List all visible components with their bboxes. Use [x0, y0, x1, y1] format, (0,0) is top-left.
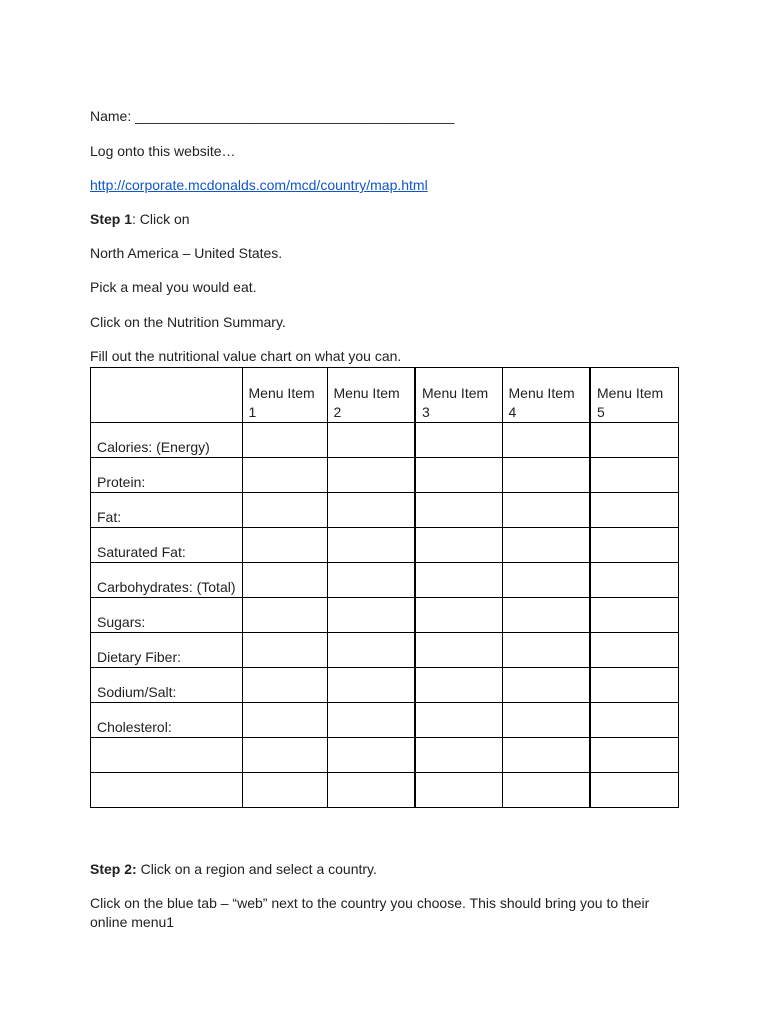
value-cell-menu-item-4[interactable]: [502, 703, 590, 738]
header-corner-cell: [91, 368, 243, 423]
header-menu-item-5: Menu Item 5: [590, 368, 678, 423]
value-cell-menu-item-5[interactable]: [590, 563, 678, 598]
table-row: [91, 423, 679, 458]
table-row: [91, 563, 679, 598]
header-menu-item-2: Menu Item 2: [327, 368, 415, 423]
row-label: Sugars:: [91, 598, 243, 633]
value-cell-menu-item-3[interactable]: [415, 528, 502, 563]
value-cell-menu-item-3[interactable]: [415, 563, 502, 598]
value-cell-menu-item-4[interactable]: [502, 633, 590, 668]
value-cell-menu-item-5[interactable]: [590, 703, 678, 738]
value-cell-menu-item-2[interactable]: [327, 668, 415, 703]
value-cell-menu-item-3[interactable]: [415, 598, 502, 633]
header-menu-item-4: Menu Item 4: [502, 368, 590, 423]
value-cell-menu-item-1[interactable]: [242, 633, 327, 668]
value-cell-menu-item-4[interactable]: [502, 738, 590, 773]
table-header-row: [91, 368, 679, 423]
value-cell-menu-item-2[interactable]: [327, 633, 415, 668]
table-row: [91, 598, 679, 633]
value-cell-menu-item-1[interactable]: [242, 738, 327, 773]
value-cell-menu-item-1[interactable]: [242, 668, 327, 703]
table-row: [91, 668, 679, 703]
value-cell-menu-item-2[interactable]: [327, 773, 415, 808]
value-cell-menu-item-5[interactable]: [590, 423, 678, 458]
value-cell-menu-item-3[interactable]: [415, 738, 502, 773]
value-cell-menu-item-1[interactable]: [242, 773, 327, 808]
value-cell-menu-item-4[interactable]: [502, 423, 590, 458]
pick-meal-line: Pick a meal you would eat.: [90, 279, 257, 295]
region-line: North America – United States.: [90, 245, 283, 261]
row-label: Protein:: [91, 458, 243, 493]
table-row: [91, 773, 679, 808]
row-label: Cholesterol:: [91, 703, 243, 738]
value-cell-menu-item-2[interactable]: [327, 528, 415, 563]
value-cell-menu-item-4[interactable]: [502, 528, 590, 563]
value-cell-menu-item-3[interactable]: [415, 773, 502, 808]
value-cell-menu-item-4[interactable]: [502, 493, 590, 528]
table-row: [91, 493, 679, 528]
value-cell-menu-item-2[interactable]: [327, 703, 415, 738]
value-cell-menu-item-3[interactable]: [415, 458, 502, 493]
value-cell-menu-item-2[interactable]: [327, 423, 415, 458]
row-label: Dietary Fiber:: [91, 633, 243, 668]
row-label: Calories: (Energy): [91, 423, 243, 458]
value-cell-menu-item-5[interactable]: [590, 633, 678, 668]
step1-label: Step 1: [90, 211, 133, 227]
step2-text: Click on a region and select a country.: [136, 861, 377, 877]
table-row: [91, 528, 679, 563]
value-cell-menu-item-5[interactable]: [590, 598, 678, 633]
step1-line: [90, 211, 190, 228]
row-label: Sodium/Salt:: [91, 668, 243, 703]
value-cell-menu-item-2[interactable]: [327, 563, 415, 598]
value-cell-menu-item-1[interactable]: [242, 458, 327, 493]
nutrition-summary-line: Click on the Nutrition Summary.: [90, 314, 286, 330]
blue-tab-instructions: Click on the blue tab – “web” next to the country you choose. This should bring you to their online menu1: [90, 895, 650, 930]
nutrition-table: [90, 367, 679, 808]
value-cell-menu-item-1[interactable]: [242, 528, 327, 563]
value-cell-menu-item-4[interactable]: [502, 458, 590, 493]
value-cell-menu-item-3[interactable]: [415, 633, 502, 668]
name-line: [90, 108, 454, 125]
value-cell-menu-item-5[interactable]: [590, 493, 678, 528]
name-blank[interactable]: _________________________________________: [135, 108, 455, 124]
row-label: Fat:: [91, 493, 243, 528]
value-cell-menu-item-4[interactable]: [502, 563, 590, 598]
header-menu-item-3: Menu Item 3: [415, 368, 502, 423]
value-cell-menu-item-1[interactable]: [242, 563, 327, 598]
row-label: [91, 773, 243, 808]
row-label: Carbohydrates: (Total): [91, 563, 243, 598]
website-link[interactable]: http://corporate.mcdonalds.com/mcd/country/map.html: [90, 177, 428, 193]
value-cell-menu-item-5[interactable]: [590, 668, 678, 703]
step2-label: Step 2:: [90, 861, 137, 877]
value-cell-menu-item-2[interactable]: [327, 738, 415, 773]
value-cell-menu-item-1[interactable]: [242, 703, 327, 738]
table-row: [91, 703, 679, 738]
value-cell-menu-item-1[interactable]: [242, 598, 327, 633]
value-cell-menu-item-1[interactable]: [242, 493, 327, 528]
value-cell-menu-item-5[interactable]: [590, 458, 678, 493]
value-cell-menu-item-2[interactable]: [327, 458, 415, 493]
value-cell-menu-item-5[interactable]: [590, 528, 678, 563]
step2-line: [90, 861, 377, 878]
value-cell-menu-item-4[interactable]: [502, 668, 590, 703]
row-label: Saturated Fat:: [91, 528, 243, 563]
value-cell-menu-item-2[interactable]: [327, 493, 415, 528]
intro-text: Log onto this website…: [90, 143, 236, 159]
table-row: [91, 458, 679, 493]
website-link-line: [90, 177, 428, 194]
name-label: Name:: [90, 108, 132, 124]
fill-out-line: Fill out the nutritional value chart on what you can.: [90, 348, 402, 364]
value-cell-menu-item-2[interactable]: [327, 598, 415, 633]
value-cell-menu-item-4[interactable]: [502, 598, 590, 633]
step1-text: : Click on: [132, 211, 190, 227]
value-cell-menu-item-5[interactable]: [590, 738, 678, 773]
table-row: [91, 633, 679, 668]
header-menu-item-1: Menu Item 1: [242, 368, 327, 423]
value-cell-menu-item-5[interactable]: [590, 773, 678, 808]
value-cell-menu-item-4[interactable]: [502, 773, 590, 808]
value-cell-menu-item-1[interactable]: [242, 423, 327, 458]
value-cell-menu-item-3[interactable]: [415, 703, 502, 738]
value-cell-menu-item-3[interactable]: [415, 668, 502, 703]
row-label: [91, 738, 243, 773]
value-cell-menu-item-3[interactable]: [415, 423, 502, 458]
table-row: [91, 738, 679, 773]
value-cell-menu-item-3[interactable]: [415, 493, 502, 528]
